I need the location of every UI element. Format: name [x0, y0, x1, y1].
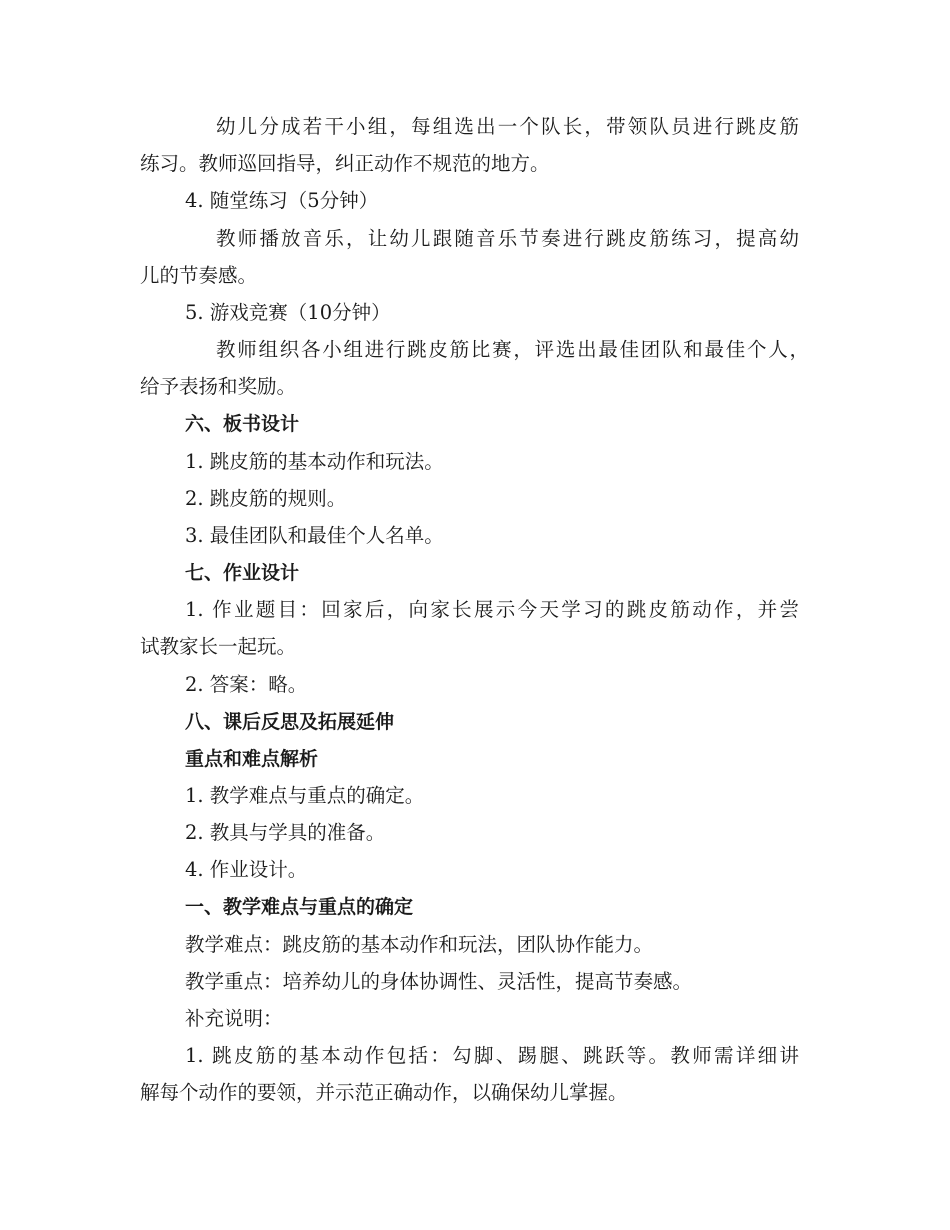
section-heading: 七、作业设计: [185, 562, 300, 584]
list-item: 1. 作业题目：回家后，向家长展示今天学习的跳皮筋动作，并尝: [185, 598, 799, 621]
list-item: 2. 答案：略。: [185, 673, 308, 696]
list-item: 1. 跳皮筋的基本动作包括：勾脚、踢腿、跳跃等。教师需详细讲: [185, 1044, 799, 1067]
paragraph-line: 幼儿分成若干小组，每组选出一个队长，带领队员进行跳皮筋: [216, 115, 799, 138]
section-heading: 八、课后反思及拓展延伸: [185, 711, 395, 733]
list-item: 3. 最佳团队和最佳个人名单。: [185, 524, 444, 547]
paragraph-line: 解每个动作的要领，并示范正确动作，以确保幼儿掌握。: [140, 1081, 628, 1104]
paragraph-line: 教师组织各小组进行跳皮筋比赛，评选出最佳团队和最佳个人，: [216, 338, 809, 361]
paragraph-line: 教师播放音乐，让幼儿跟随音乐节奏进行跳皮筋练习，提高幼: [216, 227, 799, 250]
section-heading: 一、教学难点与重点的确定: [185, 896, 414, 918]
paragraph-line: 教学难点：跳皮筋的基本动作和玩法，团队协作能力。: [185, 933, 654, 956]
list-item: 4. 随堂练习（5分钟）: [185, 189, 379, 212]
list-item: 1. 教学难点与重点的确定。: [185, 784, 425, 807]
paragraph-line: 给予表扬和奖励。: [140, 375, 297, 398]
paragraph-line: 教学重点：培养幼儿的身体协调性、灵活性，提高节奏感。: [185, 970, 693, 993]
paragraph-line: 儿的节奏感。: [140, 264, 258, 287]
list-item: 2. 跳皮筋的规则。: [185, 487, 347, 510]
list-item: 5. 游戏竞赛（10分钟）: [185, 301, 391, 324]
section-heading: 六、板书设计: [185, 413, 300, 435]
list-item: 1. 跳皮筋的基本动作和玩法。: [185, 450, 444, 473]
subsection-heading: 重点和难点解析: [185, 748, 319, 770]
paragraph-line: 练习。教师巡回指导，纠正动作不规范的地方。: [140, 152, 550, 175]
paragraph-line: 试教家长一起玩。: [140, 635, 297, 658]
paragraph-line: 补充说明：: [185, 1007, 283, 1030]
list-item: 2. 教具与学具的准备。: [185, 821, 386, 844]
list-item: 4. 作业设计。: [185, 858, 308, 881]
